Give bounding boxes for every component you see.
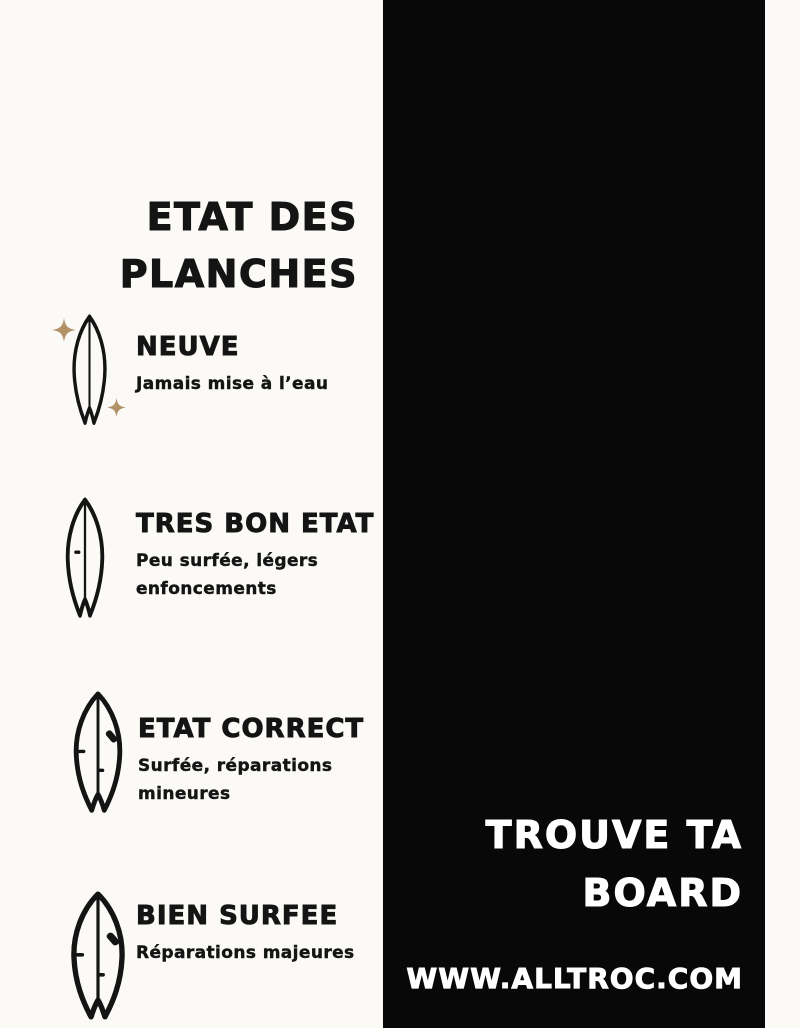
condition-text xyxy=(136,900,355,967)
tagline-line2: BOARD xyxy=(582,871,743,915)
condition-name: TRES BON ETAT xyxy=(136,509,375,539)
tagline-line1: TROUVE TA xyxy=(485,813,743,857)
condition-description: Surfée, réparations xyxy=(138,756,333,776)
condition-description: enfoncements xyxy=(136,579,277,599)
condition-text xyxy=(138,713,364,808)
website-url: WWW.ALLTROC.COM xyxy=(406,962,743,995)
page-title xyxy=(0,189,358,303)
condition-description: Peu surfée, légers xyxy=(136,551,319,571)
condition-text xyxy=(136,331,328,398)
condition-name: ETAT CORRECT xyxy=(138,714,365,744)
sparkle-icon xyxy=(107,398,126,417)
brand-panel xyxy=(383,0,765,1028)
page-title-line2: PLANCHES xyxy=(119,252,358,297)
condition-text xyxy=(136,508,374,603)
condition-description: mineures xyxy=(138,784,231,804)
surfboard-new-icon xyxy=(69,314,110,428)
surfboard-multiple-dings-icon xyxy=(66,891,130,1023)
surfboard-multiple-dings-icon xyxy=(69,691,127,816)
tagline xyxy=(486,806,743,922)
condition-name: NEUVE xyxy=(136,332,240,362)
surfboard-one-ding-icon xyxy=(62,497,108,621)
condition-description: Réparations majeures xyxy=(136,943,355,963)
page-title-line1: ETAT DES xyxy=(146,195,358,240)
condition-description: Jamais mise à l’eau xyxy=(136,374,329,394)
condition-name: BIEN SURFEE xyxy=(136,901,339,931)
